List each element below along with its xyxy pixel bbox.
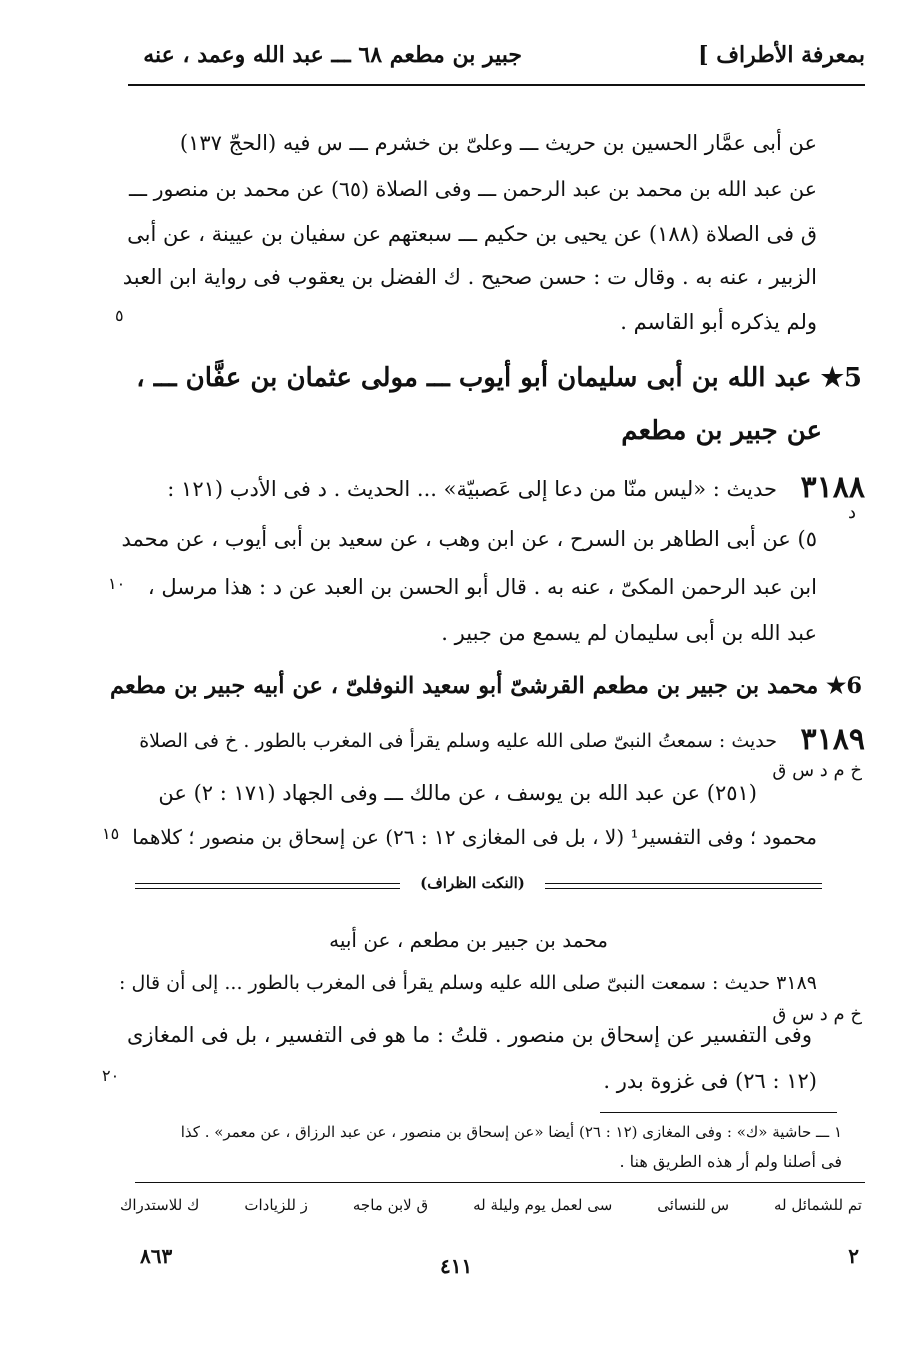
margin-number: ١٠ [108, 574, 126, 593]
abbrev-item: س للنسائى [657, 1196, 730, 1214]
footnote-text: فى أصلنا ولم أر هذه الطريق هنا . [619, 1152, 842, 1171]
abbrev-item: ق لابن ماجه [352, 1196, 429, 1214]
nukat-sigla: خ م د س ق [772, 1004, 862, 1025]
abbrev-item: سى لعمل يوم وليلة له [473, 1196, 613, 1214]
margin-number: ٥ [115, 306, 124, 325]
entry-title: 6★ محمد بن جبير بن مطعم القرشىّ أبو سعيد النوفلىّ ، عن أبيه جبير بن مطعم [110, 673, 862, 699]
text-line: ابن عبد الرحمن المكىّ ، عنه به . قال أبو الحسن بن العبد عن د : هذا مرسل ، [147, 575, 817, 599]
header-right: بمعرفة الأطراف ] [698, 42, 865, 68]
footer-left-number: ٨٦٣ [140, 1244, 173, 1268]
divider-line-right [545, 883, 822, 884]
text-line: الزبير ، عنه به . وقال ت : حسن صحيح . ك الفضل بن يعقوب فى رواية ابن العبد [122, 265, 817, 289]
footer-right-number: ٢ [848, 1244, 859, 1268]
hadith-sigla: خ م د س ق [772, 760, 862, 781]
entry-title-continued: عن جبير بن مطعم [621, 416, 822, 446]
abbrev-item: ز للزيادات [244, 1196, 308, 1214]
text-line: وفى التفسير عن إسحاق بن منصور . قلتُ : ما هو فى التفسير ، بل فى المغازى [126, 1023, 812, 1047]
divider-line-left-2 [135, 888, 400, 889]
text-line: ولم يذكره أبو القاسم . [620, 310, 817, 334]
hadith-text: حديث : سمعتُ النبىّ صلى الله عليه وسلم يقرأ فى المغرب بالطور . خ فى الصلاة [139, 730, 777, 752]
text-line: عبد الله بن أبى سليمان لم يسمع من جبير . [441, 621, 817, 645]
hadith-text: حديث : «ليس منّا من دعا إلى عَصبيّة» ... الحديث . د فى الأدب (١٢١ : [167, 477, 777, 501]
text-line: ق فى الصلاة (١٨٨) عن يحيى بن حكيم ـــ سبعتهم عن سفيان بن عيينة ، عن أبى [127, 222, 817, 246]
abbreviation-key [120, 1196, 862, 1214]
text-line: (١٢ : ٢٦) فى غزوة بدر . [603, 1069, 817, 1093]
page-number: ٤١١ [440, 1254, 473, 1278]
hadith-sigla: د [848, 502, 857, 523]
section-heading: محمد بن جبير بن مطعم ، عن أبيه [329, 928, 608, 952]
hadith-number: ٣١٨٨ [800, 470, 865, 505]
abbrev-item: تم للشمائل له [773, 1196, 862, 1214]
abbrev-rule [135, 1182, 865, 1183]
margin-number: ٢٠ [102, 1066, 120, 1085]
hadith-number: ٣١٨٩ [800, 722, 865, 757]
divider-line-left [135, 883, 400, 884]
text-line: ٣١٨٩ حديث : سمعت النبىّ صلى الله عليه وسلم يقرأ فى المغرب بالطور ... إلى أن قال : [119, 972, 817, 994]
header-center: جبير بن مطعم ٦٨ ـــ عبد الله وعمد ، عنه [143, 42, 522, 68]
text-line: محمود ؛ وفى التفسير¹ (لا ، بل فى المغازى ١٢ : ٢٦) عن إسحاق بن منصور ؛ كلاهما [132, 825, 817, 849]
footnote-text: ١ ـــ حاشية «ك» : وفى المغازى (١٢ : ٢٦) أيضا «عن إسحاق بن منصور ، عن عبد الرزاق ، عن معمر» . كذا [180, 1123, 842, 1141]
margin-number: ١٥ [102, 824, 120, 843]
text-line: ٥) عن أبى الطاهر بن السرح ، عن ابن وهب ، عن سعيد بن أبى أيوب ، عن محمد [121, 527, 817, 551]
text-line: عن أبى عمَّار الحسين بن حريث ـــ وعلىّ بن خشرم ـــ س فيه (الحجّ ١٣٧) [179, 131, 817, 155]
abbrev-item: ك للاستدراك [120, 1196, 200, 1214]
divider-label: (النكت الظراف) [420, 874, 525, 892]
header-rule [128, 84, 865, 86]
text-line: (٢٥١) عن عبد الله بن يوسف ، عن مالك ـــ وفى الجهاد (١٧١ : ٢) عن [158, 781, 757, 805]
divider-line-right-2 [545, 888, 822, 889]
footnote-rule [600, 1112, 837, 1113]
entry-title: 5★ عبد الله بن أبى سليمان أبو أيوب ـــ مولى عثمان بن عفَّان ـــ ، [136, 363, 862, 393]
text-line: عن عبد الله بن محمد بن عبد الرحمن ـــ وفى الصلاة (٦٥) عن محمد بن منصور ـــ [129, 177, 817, 201]
